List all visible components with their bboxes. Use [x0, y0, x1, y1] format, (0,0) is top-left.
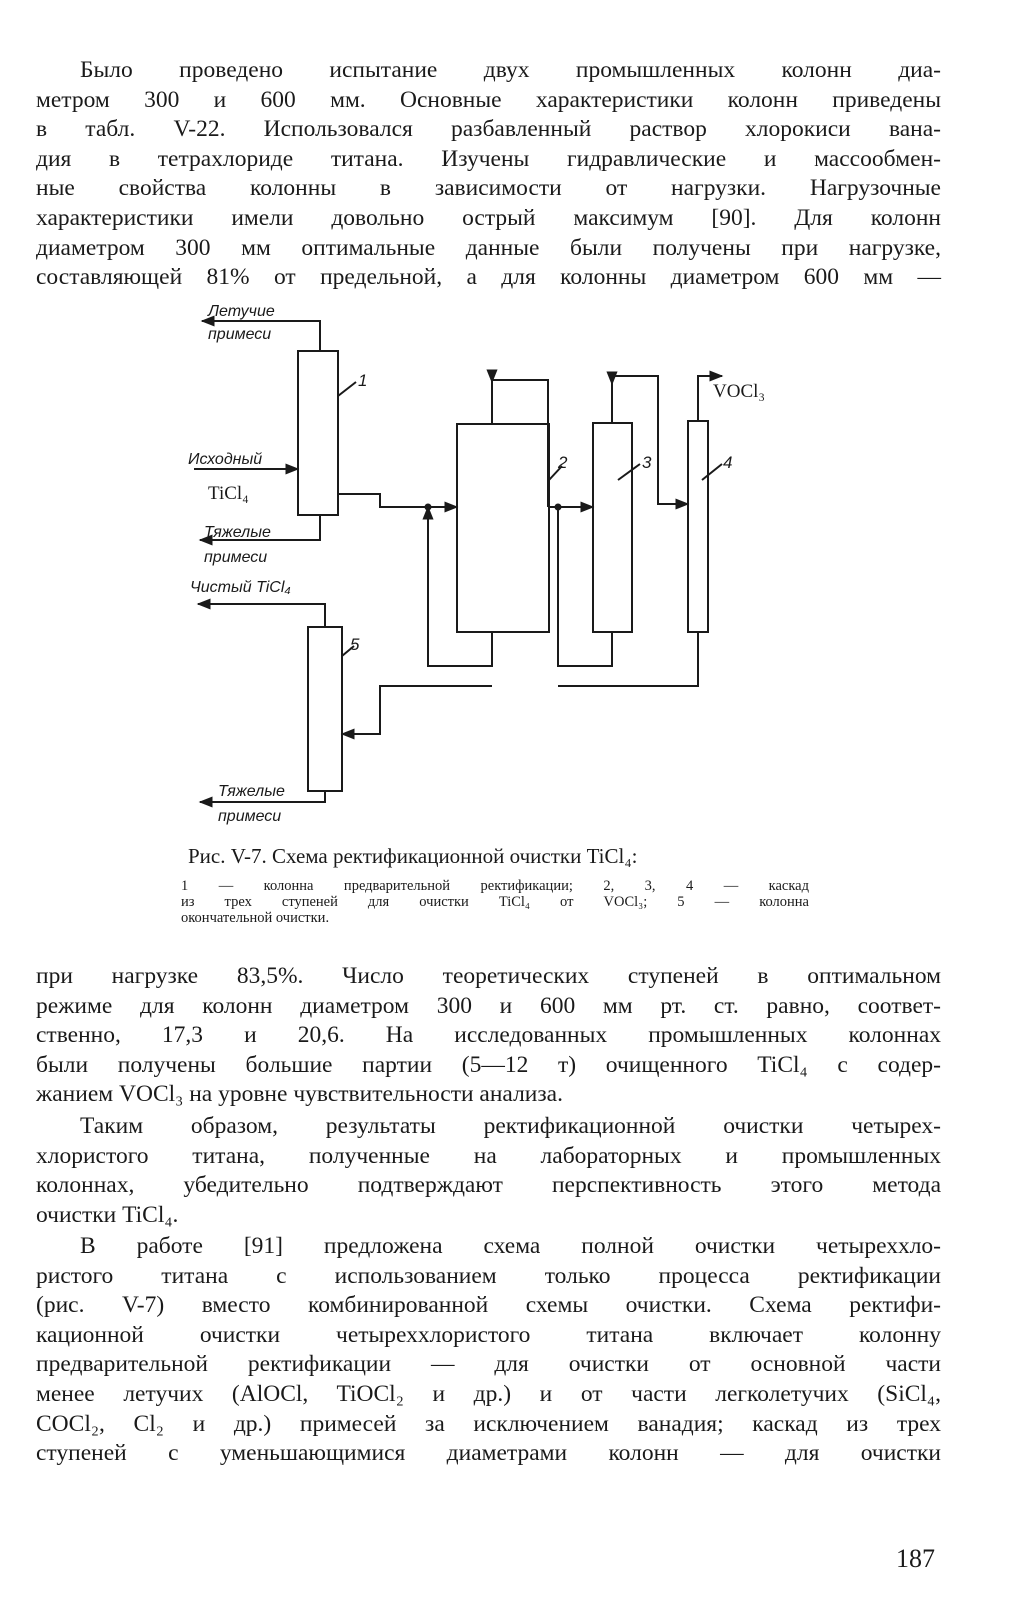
text-line: COCl₂, Cl₂ и др.) примесей за исключением ванадия; каскад из трех [36, 1410, 941, 1437]
column4-bottoms-line [558, 632, 698, 686]
column3-bottoms-line [558, 507, 612, 666]
text-line: в табл. V-22. Использовался разбавленный раствор хлорокиси вана- [36, 116, 941, 143]
text-line: колоннах, убедительно подтверждают перспективность этого метода [36, 1172, 941, 1199]
text-line: характеристики имели довольно острый максимум [90]. Для колонн [36, 204, 941, 231]
paragraph-2 [36, 962, 941, 1110]
column-2 [457, 424, 549, 632]
volatile-label-2: примеси [208, 326, 272, 343]
text-line: ственно, 17,3 и 20,6. На исследованных промышленных колоннах [36, 1022, 941, 1049]
heavy-top-label-2: примеси [204, 549, 268, 566]
heavy-top-label-1: Тяжелые [204, 524, 271, 541]
column-number-3: 3 [642, 453, 652, 472]
text-line: очистки TiCl₄. [36, 1201, 179, 1228]
paragraph-4 [36, 1232, 941, 1469]
column1-to-column2-line [338, 494, 457, 507]
text-line: Таким образом, результаты ректификационной очистки четырех- [80, 1113, 941, 1139]
to-column5-line [342, 686, 492, 734]
pure-ticl4-label: Чистый TiCl₄ [190, 579, 291, 596]
heavy-bottom-label-1: Тяжелые [218, 783, 285, 800]
column-3-leader [618, 464, 640, 480]
legend-line: 1 — колонна предварительной ректификации; 2, 3, 4 — каскад [181, 878, 809, 894]
legend-line: окончательной очистки. [181, 910, 330, 926]
text-line: диаметром 300 мм оптимальные данные были получены при нагрузке, [36, 234, 941, 261]
column-number-2: 2 [558, 453, 568, 472]
text-line: жанием VOCl₃ на уровне чувствительности анализа. [36, 1081, 563, 1108]
column-1 [298, 351, 338, 515]
column-number-5: 5 [350, 635, 360, 654]
paragraph-3 [36, 1112, 941, 1230]
text-line: метром 300 и 600 мм. Основные характеристики колонн приведены [36, 86, 941, 113]
text-line: кационной очистки четыреххлористого титана включает колонну [36, 1321, 941, 1348]
text-line: составляющей 81% от предельной, а для колонны диаметром 600 мм — [36, 264, 941, 291]
column-1-leader [338, 382, 356, 396]
text-line: ступеней с уменьшающимися диаметрами колонн — для очистки [36, 1440, 941, 1467]
text-line: ные свойства колонны в зависимости от нагрузки. Нагрузочные [36, 175, 941, 202]
volatile-label-1: Летучие [208, 303, 275, 320]
pure-ticl4-flow-line [198, 604, 325, 627]
figure-legend [181, 878, 809, 926]
junction-dot [425, 504, 432, 511]
column3-to-column4-line [612, 376, 688, 504]
text-line: были получены большие партии (5—12 т) очищенного TiCl₄ с содер- [36, 1051, 941, 1078]
text-line: предварительной ректификации — для очистки от основной части [36, 1351, 941, 1378]
text-line: хлористого титана, полученные на лабораторных и промышленных [36, 1142, 941, 1169]
legend-line: из трех ступеней для очистки TiCl₄ от VOCl₃; 5 — колонна [181, 894, 809, 910]
column2-bottoms-line [428, 507, 492, 666]
column-number-4: 4 [723, 453, 733, 472]
column-4 [688, 421, 708, 632]
heavy-bottom-label-2: примеси [218, 808, 282, 825]
column-number-1: 1 [358, 371, 368, 390]
column-5 [308, 627, 342, 791]
text-line: Было проведено испытание двух промышленных колонн диа- [80, 57, 941, 83]
text-line: (рис. V-7) вместо комбинированной схемы очистки. Схема ректифи- [36, 1292, 941, 1319]
junction-dot [555, 504, 562, 511]
text-line: ристого титана с использованием только процесса ректификации [36, 1262, 941, 1289]
column2-overhead-line [492, 380, 548, 507]
column-4-leader [702, 464, 722, 480]
text-line: менее летучих (AlOCl, TiOCl₂ и др.) и от части легколетучих (SiCl₄, [36, 1380, 941, 1407]
feed-label-2: TiCl₄ [208, 483, 249, 504]
column-3 [593, 423, 632, 632]
feed-label-1: Исходный [188, 451, 263, 468]
text-line: при нагрузке 83,5%. Число теоретических ступеней в оптимальном [36, 963, 941, 989]
page-number: 187 [896, 1544, 935, 1573]
purification-scheme-diagram [170, 294, 830, 839]
text-line: дия в тетрахлориде титана. Изучены гидравлические и массообмен- [36, 145, 941, 172]
vocl3-label: VOCl₃ [713, 381, 766, 402]
text-line: В работе [91] предложена схема полной очистки четыреххло- [80, 1233, 941, 1259]
figure-caption: Рис. V-7. Схема ректификационной очистки TiCl₄: [188, 844, 638, 868]
text-line: режиме для колонн диаметром 300 и 600 мм рт. ст. равно, соответ- [36, 992, 941, 1019]
paragraph-1 [36, 56, 941, 293]
